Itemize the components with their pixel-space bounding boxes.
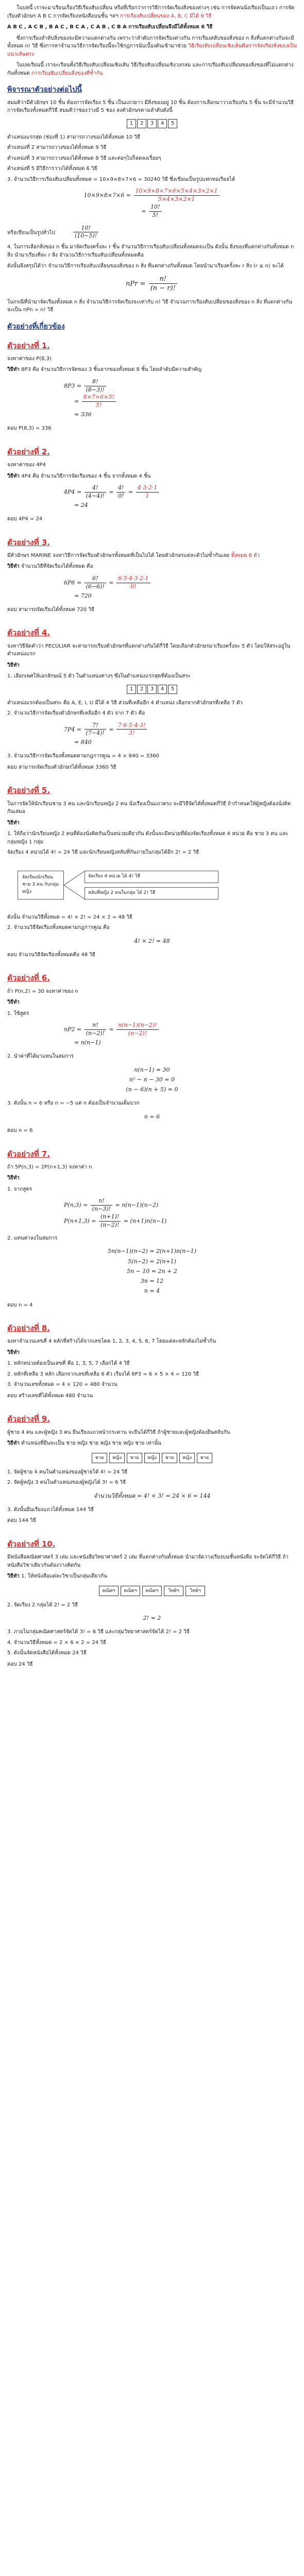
position-box: 3 <box>147 119 157 128</box>
example-2-solution: วิธีทำ 4P4 คือ จำนวนวิธีการจัดเรียงของ 4 ชิ้น จากทั้งหมด 4 ชิ้น <box>7 473 151 479</box>
example-8-step-2: 2. หลักที่เหลือ 3 หลัก เลือกจากเลขที่เหลือ 6 ตัว เรียงได้ 6P3 = 6 × 5 × 4 = 120 วิธี <box>7 1371 199 1377</box>
definition-paragraph-6: ดังนั้นจึงสรุปได้ว่า จำนวนวิธีการเรียงสับเปลี่ยนของสิ่งของ n สิ่ง ที่แตกต่างกันทั้งหมด โดยนำมาเรียงครั้งละ r สิ่ง (r ≤ n) จะได้ <box>7 263 284 269</box>
fraction: $\frac{8!}{(8-3)!}$ <box>85 378 106 394</box>
fraction: $\frac{10\times 9\times 8\times 7\times 6\times 5\times 4\times 3\times 2\times 1}{5\times 4\times 3\times 2\times 1}$ <box>134 188 219 204</box>
fraction: $\frac{8\times 7\times 6\times 5!}{5!}$ <box>82 394 116 410</box>
example-9-step-2: 2. จัดผู้หญิง 3 คนในตำแหน่งของผู้หญิงได้ 3! = 6 วิธี <box>7 1480 126 1486</box>
seat-slot: ชาย <box>162 1453 177 1463</box>
position-box: 2 <box>137 119 146 128</box>
fraction: $\frac{n!}{(n-3)!}$ <box>91 1197 112 1213</box>
definition-step-1: ตำแหน่งแรกสุด (ช่องที่ 1) สามารถวางของได้ทั้งหมด 10 วิธี <box>7 134 140 140</box>
example-6-step-3: 3. ดังนั้น n = 6 หรือ n = −5 แต่ n ต้องเป็นจำนวนเต็มบวก <box>7 1100 140 1107</box>
fraction: $\frac{n(n-1)(n-2)!}{(n-2)!}$ <box>116 1022 158 1038</box>
example-4-question: จงหาวิธีจัดคำว่า PECULIAR จะสามารถเรียงตัวอักษรที่แตกต่างกันได้กี่วิธี โดยเลือกตัวอักษรมาเรียงครั้งละ 5 ตัว โดยให้สระอยู่ในตำแหน่งแรก <box>7 643 291 657</box>
example-6-equation-3: n = 6 <box>144 1113 160 1120</box>
example-8-answer: ตอบ สร้างเลขคี่ได้ทั้งหมด 480 จำนวน <box>7 1393 93 1399</box>
position-box: 2 <box>137 685 146 694</box>
definition-equation-1: 10×9×8×7×6 = $\frac{10\times 9\times 8\times 7\times 6\times 5\times 4\times 3\times 2\times 1}{5\times 4\times 3\times 2\times 1}$ = $\frac{10!}{5!}$ <box>7 188 297 219</box>
fraction: $\frac{6\cdot 5\cdot 4\cdot 3\cdot 2\cdot 1}{0!}$ <box>116 575 150 591</box>
example-5-answer: ตอบ จำนวนวิธีจัดเรียงทั้งหมดคือ 48 วิธี <box>7 952 96 958</box>
example-7-title: ตัวอย่างที่ 7. <box>7 1149 50 1159</box>
example-4-step-4: 3. จำนวนวิธีการจัดเรียงทั้งหมดตามกฎการคูณ = 4 × 840 = 3360 <box>7 753 159 759</box>
fraction: $\frac{6!}{(6-6)!}$ <box>85 575 106 591</box>
tree-root-node: จัดเรียงนักเรียนชาย 3 คน กับกลุ่มหญิง <box>18 871 64 900</box>
example-1-question: จงหาค่าของ P(8,3) <box>7 355 52 362</box>
tree-branch-node: จัดเรียง 4 หน่วย ได้ 4! วิธี <box>85 871 218 883</box>
example-7-equation-1: P(n,3) = $\frac{n!}{(n-3)!}$ = n(n−1)(n−2) P(n+1,3) = $\frac{(n+1)!}{(n-2)!}$ = (n+1)n(n−1) <box>64 1197 167 1228</box>
position-box: 4 <box>158 119 167 128</box>
book-slot: คณิตฯ <box>142 1586 162 1596</box>
fraction: $\frac{n!}{(n-2)!}$ <box>85 1022 106 1038</box>
example-7-question: ถ้า 5P(n,3) = 2P(n+1,3) จงหาค่า n <box>7 1164 92 1170</box>
position-box: 1 <box>127 119 136 128</box>
example-5-step-1: 1. ให้ถือว่านักเรียนหญิง 2 คนที่ต้องนั่งติดกันเป็นหน่วยเดียวกัน ดังนั้นจะมีหน่วยที่ต้องจัดเรียงทั้งหมด 4 หน่วย คือ ชาย 3 คน และกลุ่มหญิง 1 กลุ่ม <box>7 831 289 845</box>
example-2-answer: ตอบ 4P4 = 24 <box>7 516 43 522</box>
example-9-step-3: 3. ดังนั้นยืนเรียงแถวได้ทั้งหมด 144 วิธี <box>7 1506 94 1513</box>
example-4-step-2: ตำแหน่งแรกต้องเป็นสระ คือ A, E, I, U มีได้ 4 วิธี ส่วนที่เหลืออีก 4 ตำแหน่ง เลือกจากตัวอักษรที่เหลือ 7 ตัว <box>7 700 243 706</box>
example-2-question: จงหาค่าของ 4P4 <box>7 462 46 468</box>
example-4-answer: ตอบ สามารถจัดเรียงตัวอักษรได้ทั้งหมด 3360 วิธี <box>7 764 116 770</box>
example-3-title: ตัวอย่างที่ 3. <box>7 537 50 547</box>
definition-paragraph-7: ในกรณีที่นำมาจัดเรียงทั้งหมด n สิ่ง จำนวนวิธีการจัดเรียงจะเท่ากับ n! วิธี จำนวนการเรียงสับเปลี่ยนของสิ่งของ n สิ่ง ที่แตกต่างกันจะเป็น nPn = n! วิธี <box>7 299 292 313</box>
example-10-step-3: 3. ภายในกลุ่มคณิตศาสตร์จัดได้ 3! = 6 วิธี และกลุ่มวิทยาศาสตร์จัดได้ 2! = 2 วิธี <box>7 1629 190 1635</box>
example-1-solution: วิธีทำ 8P3 คือ จำนวนวิธีการจัดของ 3 ชิ้นจากของทั้งหมด 8 ชิ้น โดยลำดับมีความสำคัญ <box>7 367 202 373</box>
definition-title: พิจารณาตัวอย่างต่อไปนี้ <box>7 86 82 94</box>
example-4-title: ตัวอย่างที่ 4. <box>7 628 50 638</box>
example-6-title: ตัวอย่างที่ 6. <box>7 973 50 983</box>
seat-slot: ชาย <box>127 1453 142 1463</box>
example-4-step-1: 1. เลือกเพศให้เอกลักษณ์ 5 ตัว ในตำแหน่งต่างๆ ซึ่งในตำแหน่งแรกสุดที่ต้องเป็นสระ <box>7 673 191 680</box>
definition-step-3: ตำแหน่งที่ 3 สามารถวางของได้ทั้งหมด 8 วิธี และต่อๆไปก็ลดลงเรื่อยๆ <box>7 155 161 161</box>
example-5-solution-label: วิธีทำ <box>7 820 20 826</box>
examples-title: ตัวอย่างที่เกี่ยวข้อง <box>7 322 65 331</box>
definition-step-5: 3. จำนวนวิธีการเรียงสับเปลี่ยนทั้งหมด = 10×9×8×7×6 = 30240 วิธี ซึ่งเขียนเป็นรูปแฟกทอเรียลได้ <box>7 176 235 182</box>
definition-step-4: ตำแหน่งที่ 5 มีวิธีการวางได้ทั้งหมด 6 วิธี <box>7 166 97 172</box>
example-7-equation-2: 5n(n−1)(n−2) = 2(n+1)n(n−1) 5(n−2) = 2(n+1) 5n − 10 = 2n + 2 3n = 12 n = 4 <box>108 1248 196 1295</box>
example-4-solution-label: วิธีทำ <box>7 662 20 668</box>
example-8-step-3: 3. จำนวนเลขทั้งหมด = 4 × 120 = 480 จำนวน <box>7 1382 117 1388</box>
example-9-question: ผู้ชาย 4 คน และผู้หญิง 3 คน ยืนเรียงแถวหน้ากระดาน จะยืนได้กี่วิธี ถ้าผู้ชายและผู้หญิงต้องยืนสลับกัน <box>7 1429 230 1435</box>
example-5-result: ดังนั้น จำนวนวิธีทั้งหมด = 4! × 2! = 24 × 2 = 48 วิธี <box>7 914 132 920</box>
example-6-question: ถ้า P(n,2) = 30 จงหาค่าของ n <box>7 988 78 994</box>
example-7-solution-label: วิธีทำ <box>7 1175 20 1181</box>
example-10-question: มีหนังสือคณิตศาสตร์ 3 เล่ม และหนังสือวิทยาศาสตร์ 2 เล่ม ที่แตกต่างกันทั้งหมด นำมาจัดวางเรียงบนชั้นหนังสือ จะจัดได้กี่วิธี ถ้าหนังสือวิชาเดียวกันต้องวางติดกัน <box>7 1554 289 1568</box>
intro-paragraph-2: ซึ่งการเรียงลำดับสิ่งของจะมีความแตกต่างกัน เพราะว่าลำดับการจัดเรียงต่างกัน การเรียงสลับของสิ่งของ n สิ่งที่แตกต่างกันจะมีทั้งหมด n! วิธี ซึ่งการหาจำนวนวิธีการจัดเรียงนี้จะใช้กฎการนับเบื้องต้นเข้ามาช่วย วิธีเรียงสับเปลี่ยนเชิงเส้นคือการจัดเรียงสิ่งของเป็นแนวเส้นตรง <box>7 35 297 57</box>
fraction: $\frac{4\cdot 3\cdot 2\cdot 1}{1}$ <box>136 484 159 500</box>
book-slot: คณิตฯ <box>99 1586 119 1596</box>
example-9-title: ตัวอย่างที่ 9. <box>7 1414 50 1424</box>
tree-connector-lines <box>64 862 85 908</box>
example-5-step-1b: จัดเรียง 4 หน่วยได้ 4! = 24 วิธี และนักเรียนหญิงสลับที่กันภายในกลุ่มได้อีก 2! = 2 วิธี <box>7 850 199 856</box>
fraction: $\frac{10!}{5!}$ <box>149 204 161 219</box>
example-5-question: ในการจัดให้นักเรียนชาย 3 คน และนักเรียนหญิง 2 คน นั่งเรียงเป็นแถวตรง จะมีวิธีจัดได้ทั้งหมดกี่วิธี ถ้ากำหนดให้ผู้หญิงต้องนั่งติดกันเสมอ <box>7 801 291 815</box>
example-9-answer: ตอบ 144 วิธี <box>7 1518 37 1524</box>
example-3-solution: วิธีทำ จำนวนวิธีที่จัดเรียงได้ทั้งหมด คือ <box>7 564 93 570</box>
fraction: $\frac{7\cdot 6\cdot 5\cdot 4\cdot 3!}{3!}$ <box>116 722 147 738</box>
example-6-step-2: 2. นำค่าที่ได้มาแทนในสมการ <box>7 1054 74 1060</box>
position-box: 4 <box>158 685 167 694</box>
example-7-step-2: 2. แทนค่าลงในสมการ <box>7 1235 58 1241</box>
example-6-equation-2: n(n−1) = 30 n² − n − 30 = 0 (n − 6)(n + 5) = 0 <box>126 1066 178 1093</box>
example-1-equation: 8P3 = $\frac{8!}{(8-3)!}$ = $\frac{8\times 7\times 6\times 5!}{5!}$ = 336 <box>7 378 297 420</box>
example-6-answer: ตอบ n = 6 <box>7 1128 33 1134</box>
example-2-equation: 4P4 = $\frac{4!}{(4-4)!}$ = $\frac{4!}{0!}$ = $\frac{4\cdot 3\cdot 2\cdot 1}{1}$ = 24 <box>7 484 297 510</box>
example-10-equation: 2! = 2 <box>143 1615 161 1622</box>
fraction: $\frac{4!}{(4-4)!}$ <box>85 484 106 500</box>
position-box: 1 <box>127 685 136 694</box>
position-box: 5 <box>168 685 177 694</box>
seat-arrangement <box>7 1453 297 1463</box>
example-6-equation-1: nP2 = $\frac{n!}{(n-2)!}$ = $\frac{n(n-1)(n-2)!}{(n-2)!}$ = n(n−1) <box>7 1022 297 1047</box>
example-8-title: ตัวอย่างที่ 8. <box>7 1324 50 1333</box>
intro-paragraph-3: ในบทเรียนนี้ เราจะเรียนทั้งวิธีเรียงสับเปลี่ยนเชิงเส้น วิธีเรียงสับเปลี่ยนเชิงวงกลม และการเรียงสับเปลี่ยนของสิ่งของที่ไม่แตกต่างกันทั้งหมด การเรียงสับเปลี่ยนสิ่งของที่ซ้ำกัน <box>7 62 294 76</box>
example-6-solution-label: วิธีทำ <box>7 999 20 1006</box>
example-7-answer: ตอบ n = 4 <box>7 1302 33 1308</box>
definition-paragraph-4: หรือเขียนเป็นรูปทั่วไป $\frac{10!}{(10-5)!}$ <box>7 225 297 241</box>
example-8-question: จงหาจำนวนเลขคี่ 4 หลักที่สร้างได้จากเลขโดด 1, 2, 3, 4, 5, 6, 7 โดยแต่ละหลักต้องไม่ซ้ำกัน <box>7 1338 216 1345</box>
example-2-title: ตัวอย่างที่ 2. <box>7 447 50 456</box>
example-5-equation: 4! × 2! = 48 <box>134 937 170 944</box>
definition-step-2: ตำแหน่งที่ 2 สามารถวางของได้ทั้งหมด 9 วิธี <box>7 145 107 151</box>
example-1-title: ตัวอย่างที่ 1. <box>7 341 50 350</box>
book-slot: วิทย์ฯ <box>164 1586 183 1596</box>
example-9-solution: วิธีทำ ตำแหน่งที่ยืนจะเป็น ชาย หญิง ชาย หญิง ชาย หญิง ชาย เท่านั้น <box>7 1440 161 1447</box>
fraction: $\frac{10!}{(10-5)!}$ <box>73 225 98 241</box>
definition-paragraph-5: 4. ในการเลือกสิ่งของ n ชิ้น มาจัดเรียงครั้งละ r ชิ้น จำนวนวิธีการเรียงสับเปลี่ยนทั้งหมดจะเป็น ดังนั้น สิ่งของที่แตกต่างกันทั้งหมด n สิ่ง นำมาเรียงทีละ r สิ่ง จำนวนวิธีการเรียงสับเปลี่ยนทั้งหมดคือ <box>7 244 294 258</box>
position-box: 5 <box>168 119 177 128</box>
example-10-answer: ตอบ 24 วิธี <box>7 1661 33 1667</box>
fraction: $\frac{4!}{0!}$ <box>116 484 125 500</box>
position-boxes <box>7 685 297 694</box>
fraction: $\frac{n!}{(n - r)!}$ <box>149 275 177 293</box>
example-9-step-1: 1. จัดผู้ชาย 4 คนในตำแหน่งของผู้ชายได้ 4! = 24 วิธี <box>7 1469 128 1475</box>
seat-slot: ชาย <box>197 1453 212 1463</box>
position-box: 3 <box>147 685 157 694</box>
example-10-step-4: 4. จำนวนวิธีทั้งหมด = 2 × 6 × 2 = 24 วิธี <box>7 1639 107 1646</box>
seat-slot: หญิง <box>179 1453 195 1463</box>
permutation-formula: nPr = $\frac{n!}{(n - r)!}$ <box>7 275 297 293</box>
intro-paragraph-1: ในบทนี้ เราจะมาเรียนเรื่องวิธีเรียงสับเปลี่ยน หรือที่เรียกว่าการวิธีการจัดเรียงสิ่งของต่างๆ เช่น การจัดคนนั่งเรียงเป็นแถว การจัดเรียงตัวอักษร A B C การจัดเรียงหนังสือบนชั้น ฯลฯ การเรียงสับเปลี่ยนของ A, B, C มีได้ 6 วิธี <box>7 5 295 19</box>
seat-slot: ชาย <box>92 1453 107 1463</box>
definition-paragraph-1: สมมติว่ามีตัวอักษร 10 ชิ้น ต้องการจัดเรียง 5 ชิ้น เป็นแถวยาว มีสิ่งของอยู่ 10 ชิ้น ต้องการเลือกมาวางเรียงกัน 5 ชิ้น จะมีจำนวนวิธีการจัดเรียงทั้งหมดกี่วิธี สมมติว่าช่องว่างมี 5 ช่อง ลงตัวอักษรตามลำดับดังนี้ <box>7 99 294 114</box>
example-6-step-1: 1. ใช้สูตร <box>7 1010 29 1016</box>
seat-slot: หญิง <box>109 1453 125 1463</box>
example-9-equation: จำนวนวิธีทั้งหมด = 4! × 3! = 24 × 6 = 144 <box>93 1492 211 1499</box>
example-3-answer: ตอบ สามารถจัดเรียงได้ทั้งหมด 720 วิธี <box>7 606 95 613</box>
example-10-title: ตัวอย่างที่ 10. <box>7 1539 56 1549</box>
seat-slot: หญิง <box>144 1453 160 1463</box>
fraction: $\frac{7!}{(7-4)!}$ <box>85 722 106 738</box>
book-slot: คณิตฯ <box>121 1586 140 1596</box>
example-3-equation: 6P6 = $\frac{6!}{(6-6)!}$ = $\frac{6\cdot 5\cdot 4\cdot 3\cdot 2\cdot 1}{0!}$ = 720 <box>7 575 297 601</box>
example-5-title: ตัวอย่างที่ 5. <box>7 786 50 795</box>
fraction: $\frac{(n+1)!}{(n-2)!}$ <box>99 1213 121 1229</box>
example-1-answer: ตอบ P(8,3) = 336 <box>7 426 52 432</box>
example-4-step-3: 2. จำนวนวิธีการจัดเรียงตัวอักษรที่เหลืออีก 4 ตัว จาก 7 ตัว คือ <box>7 710 145 717</box>
example-10-step-5: 5. ดังนั้นจัดหนังสือได้ทั้งหมด 24 วิธี <box>7 1650 87 1656</box>
tree-branches <box>85 871 218 900</box>
example-4-equation: 7P4 = $\frac{7!}{(7-4)!}$ = $\frac{7\cdot 6\cdot 5\cdot 4\cdot 3!}{3!}$ = 840 <box>7 722 297 748</box>
book-slot: วิทย์ฯ <box>185 1586 205 1596</box>
example-3-question: มีตัวอักษร MARINE จงหาวิธีการจัดเรียงตัวอักษรทั้งหมดที่เป็นไปได้ โดยตัวอักษรแต่ละตัวไม่ซ้ำกันเลย ทั้งหมด 6 ตัว <box>7 552 260 558</box>
example-5-step-2: 2. จำนวนวิธีจัดเรียงทั้งหมดตามกฎการคูณ คือ <box>7 925 110 931</box>
example-10-solution: วิธีทำ 1. ให้หนังสือแต่ละวิชาเป็นกลุ่มเดียวกัน <box>7 1573 107 1580</box>
intro-abc-list: A B C , A C B , B A C , B C A , C A B , C B A การเรียงสับเปลี่ยนจึงมีได้ทั้งหมด 6 วิธี <box>7 24 213 30</box>
tree-branch-node: สลับที่หญิง 2 คนในกลุ่ม ได้ 2! วิธี <box>85 887 218 900</box>
example-8-solution-label: วิธีทำ <box>7 1349 20 1355</box>
example-10-step-2: 2. จัดเรียง 2 กลุ่มได้ 2! = 2 วิธี <box>7 1602 78 1608</box>
tree-diagram <box>18 862 297 908</box>
example-8-step-1: 1. หลักหน่วยต้องเป็นเลขคี่ คือ 1, 3, 5, 7 เลือกได้ 4 วิธี <box>7 1361 130 1367</box>
position-boxes <box>7 119 297 128</box>
example-7-step-1: 1. จากสูตร <box>7 1186 32 1192</box>
book-arrangement <box>7 1586 297 1596</box>
